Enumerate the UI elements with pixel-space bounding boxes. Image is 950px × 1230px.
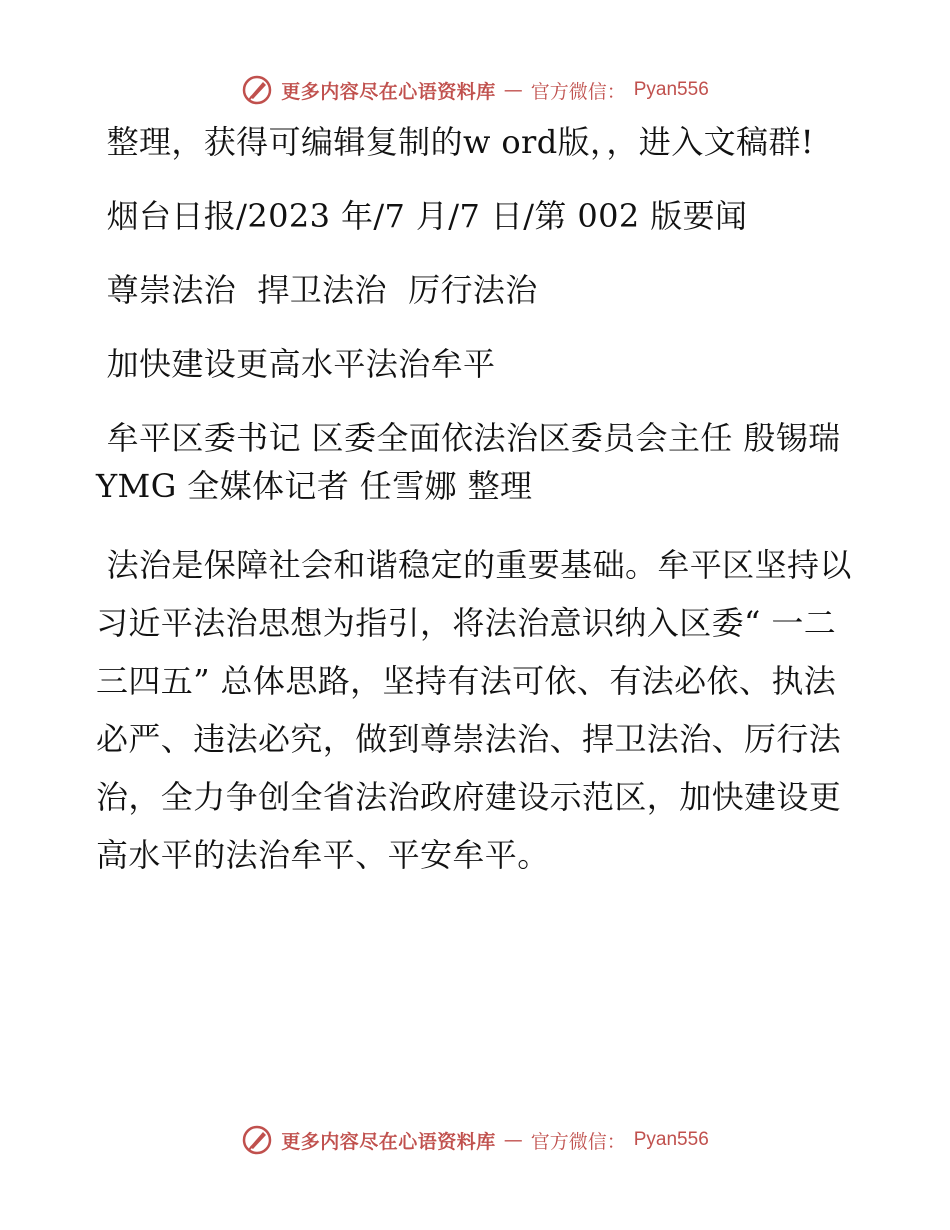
banner-main-text: 更多内容尽在心语资料库	[281, 80, 496, 103]
quill-logo-icon	[241, 1124, 273, 1156]
source-line: 烟台日报/2023 年/7 月/7 日/第 002 版要闻	[96, 197, 748, 235]
byline: 牟平区委书记 区委全面依法治区委员会主任 殷锡瑞 YMG 全媒体记者 任雪娜 整理	[96, 419, 852, 505]
article-title: 加快建设更高水平法治牟平	[96, 345, 496, 383]
intro-paragraph: 整理，获得可编辑复制的w ord版，，进入文稿群!	[96, 123, 815, 161]
banner-wechat-id: Pyan556	[633, 1129, 709, 1150]
banner-dash: —	[503, 1129, 523, 1151]
document-body	[96, 118, 856, 910]
footer-watermark-banner	[0, 1120, 950, 1160]
headline-slogan: 尊崇法治 捍卫法治 厉行法治	[96, 271, 538, 309]
banner-wechat-id: Pyan556	[633, 79, 709, 100]
header-watermark-banner	[0, 70, 950, 110]
banner-wechat-label: 官方微信：	[530, 1130, 626, 1153]
quill-logo-icon	[241, 74, 273, 106]
banner-wechat-label: 官方微信：	[530, 80, 626, 103]
article-body-paragraph: 法治是保障社会和谐稳定的重要基础。牟平区坚持以习近平法治思想为指引，将法治意识纳入区委“ 一二三四五” 总体思路，坚持有法可依、有法必依、执法必严、违法必究，做到尊崇法治、捍卫法治、厉行法治，全力争创全省法治政府建设示范区，加快建设更高水平的法治牟平、平安牟平。	[96, 546, 852, 874]
banner-main-text: 更多内容尽在心语资料库	[281, 1130, 496, 1153]
banner-dash: —	[503, 79, 523, 101]
